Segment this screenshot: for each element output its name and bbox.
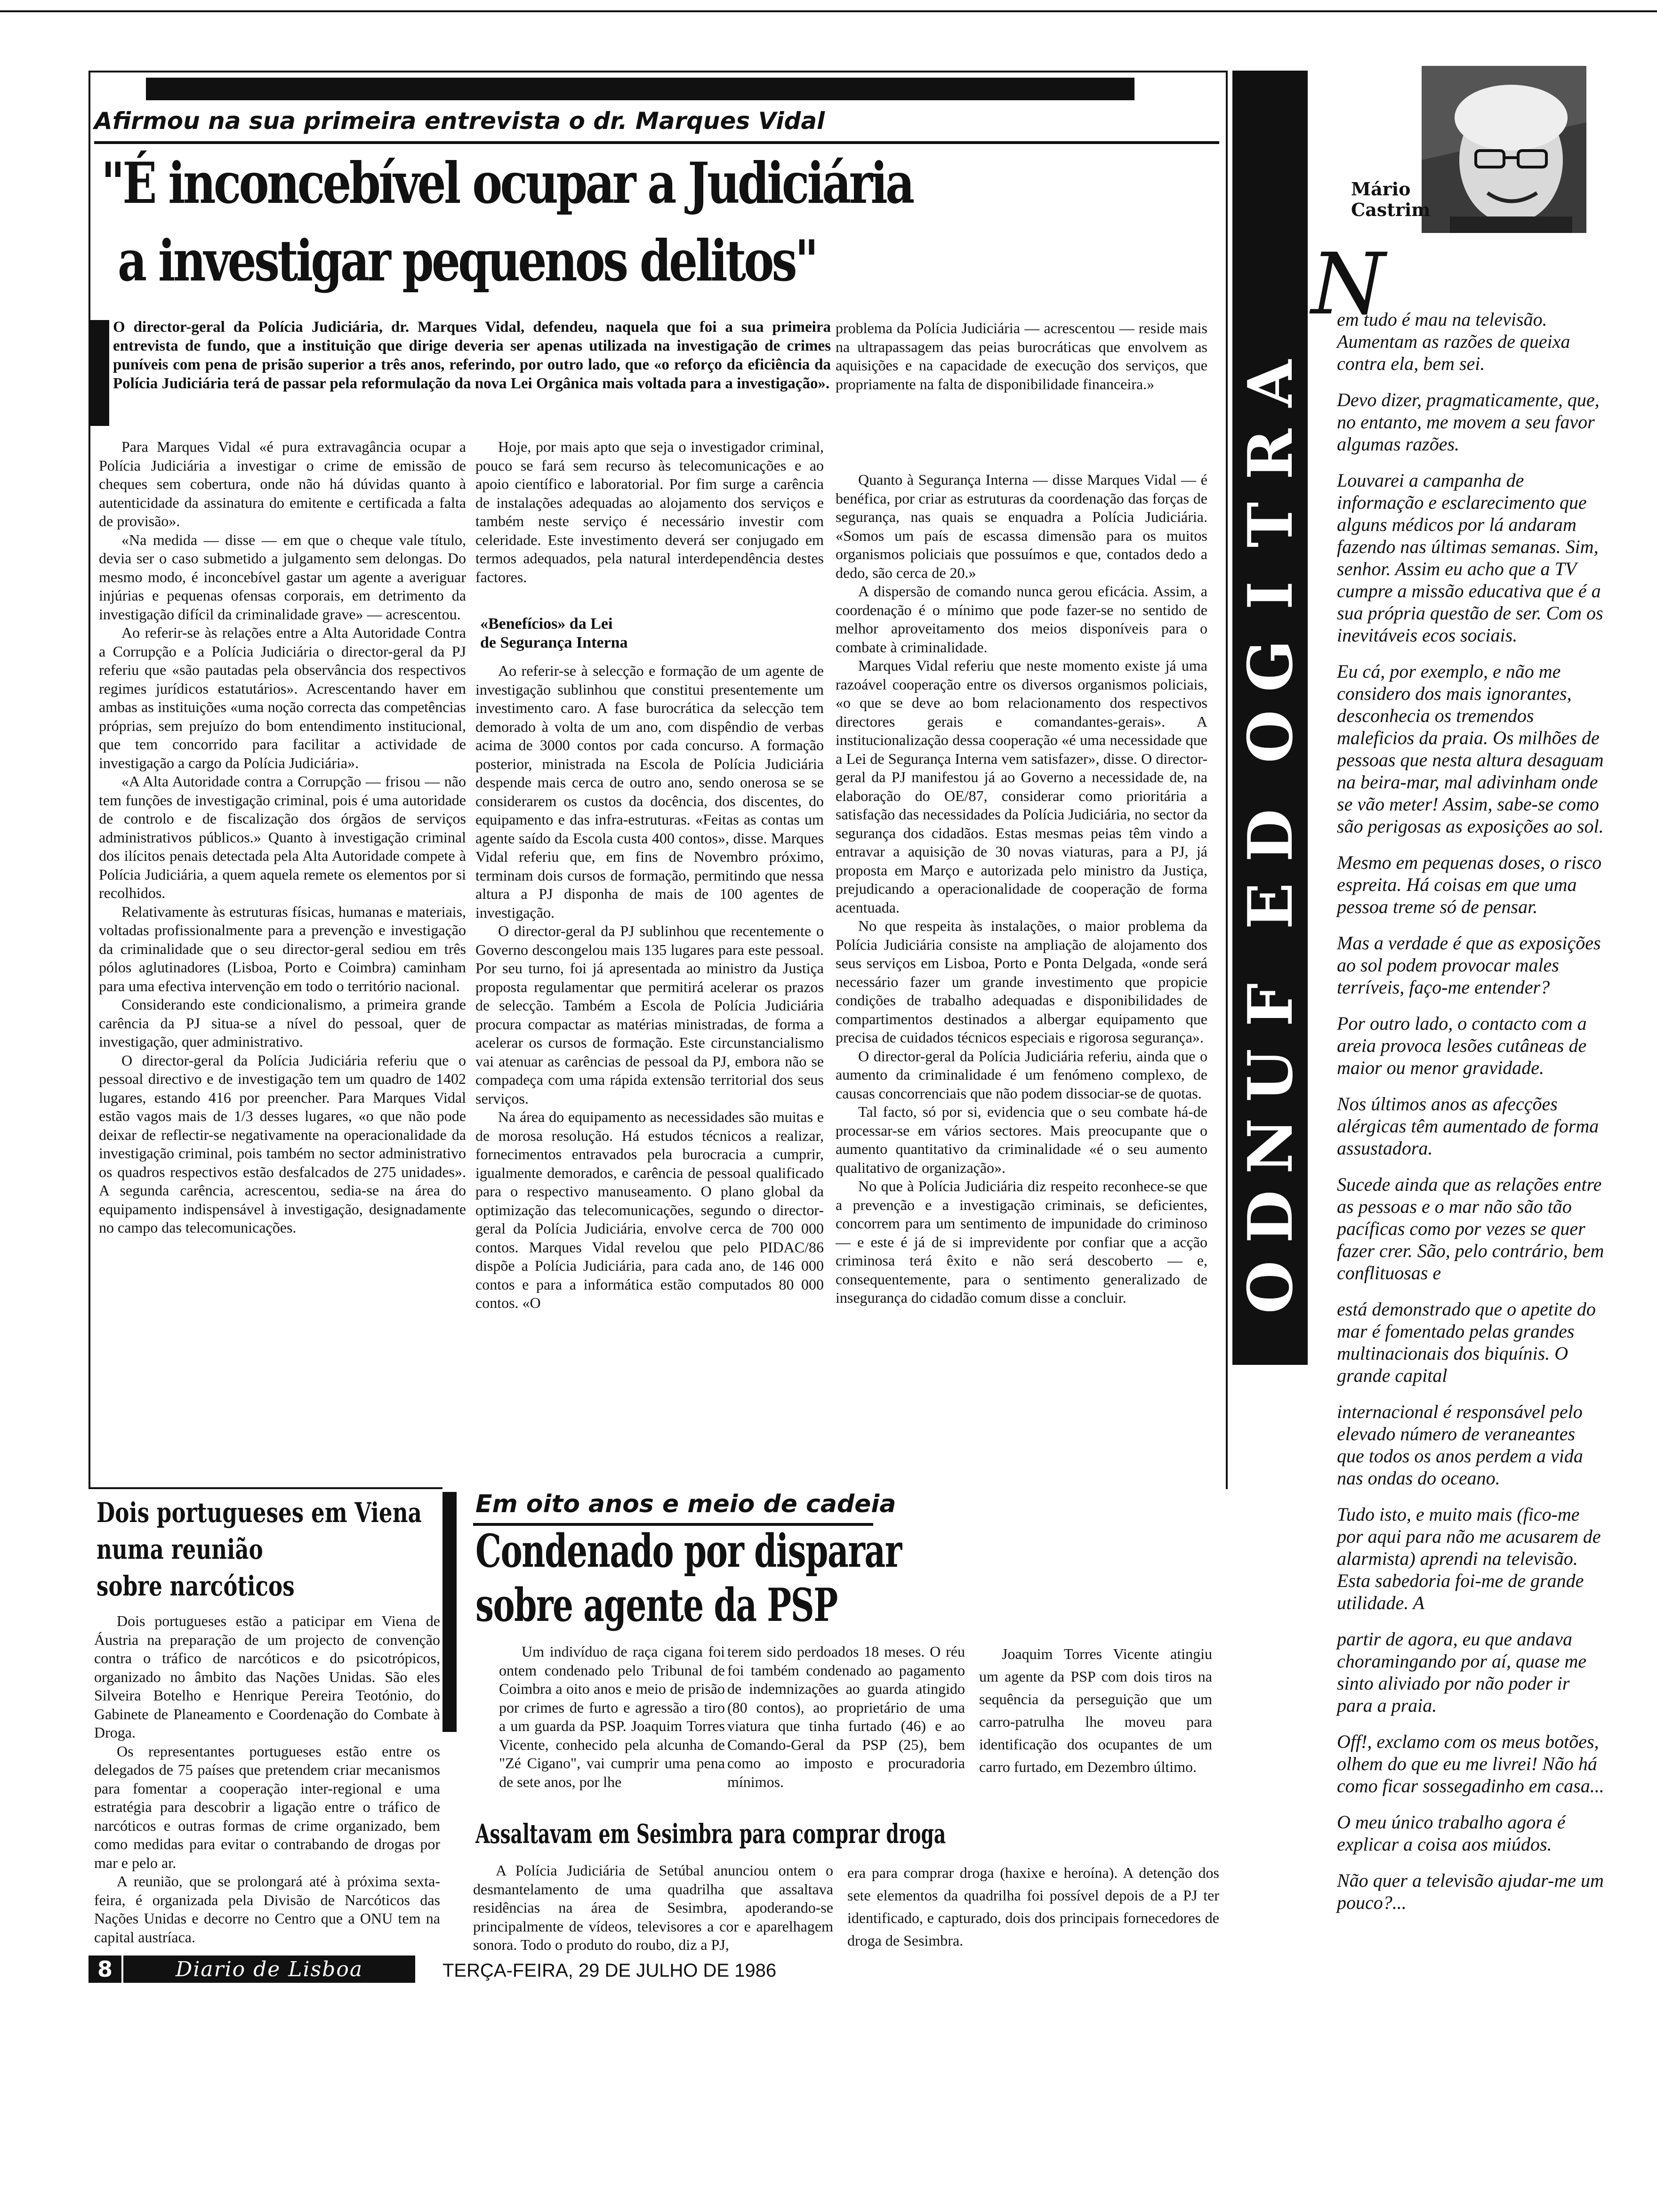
footer-date: TERÇA-FEIRA, 29 DE JULHO DE 1986 [442, 1960, 777, 1981]
viena-paragraph: A reunião, que se prolongará até à próxima sexta-feira, é organizada pela Divisão de Narcóticos das Nações Unidas e decorre no Centro que a ONU tem na capital austríaca. [94, 1873, 440, 1946]
author-first-name: Mário [1351, 178, 1411, 200]
opinion-paragraph: em tudo é mau na televisão. Aumentam as razões de queixa contra ela, bem sei. [1337, 309, 1570, 374]
section-letter: R [1234, 428, 1306, 480]
condenado-col1 [499, 1643, 725, 1791]
author-photo [1422, 66, 1586, 233]
main-paragraph: Na área do equipamento as necessidades são muitas e de morosa resolução. Há estudos técnicos a realizar, fornecimentos entravados pela burocracia a cumprir, igualmente demorados, e carência de pessoal qualificado para o respectivo manuseamento. O plano global da optimização das telecomunicações, segundo o director-geral da Polícia Judiciária, envolve cerca de 700 000 contos. Marques Vidal revelou que pelo PIDAC/86 dispõe a Polícia Judiciária, para cada ano, de 146 000 contos e para a informática estão computados 80 000 contos. «O [475, 1108, 824, 1311]
viena-headline-line3: sobre narcóticos [97, 1570, 295, 1602]
sesimbra-col1-text: A Polícia Judiciária de Setúbal anunciou ontem o desmantelamento de uma quadrilha que assaltava residências na área de Sesimbra, apoderando-se principalmente de vídeos, televisores a cor e aparelhagem sonora. Todo o produto do roubo, diz a PJ, [473, 1862, 833, 1953]
condenado-col2-text: terem sido perdoados 18 meses. O réu foi também condenado ao pagamento de indemnizações ao guarda atingido (80 contos), ao proprietário de uma viatura que tinha furtado (46) e ao Comando-Geral da PSP (25), bem como ao imposto e procuradoria mínimos. [727, 1643, 965, 1790]
main-paragraph: «A Alta Autoridade contra a Corrupção — frisou — não tem funções de investigação criminal, pois é uma autoridade de controlo e de fiscalização dos órgãos de serviços administrativos públicos.» Quanto à investigação criminal dos ilícitos penais detectada pela Alta Autoridade compete à Polícia Judiciária, a quem aquela remete os elementos por si recolhidos. [99, 773, 466, 901]
opinion-paragraph: Por outro lado, o contacto com a areia provoca lesões cutâneas de maior ou menor gravidade. [1337, 1013, 1587, 1078]
main-paragraph: Tal facto, só por si, evidencia que o seu combate há-de processar-se em vários sectores. Mais preocupante que o aumento quantitativo da criminalidade «é o seu aumento qualitativo de organização». [836, 1103, 1207, 1176]
main-paragraph: Considerando este condicionalismo, a primeira grande carência da PJ situa-se a nível do pessoal, quer de investigação, quer administrativo. [99, 996, 466, 1050]
section-letter: I [1234, 581, 1306, 610]
sesimbra-headline: Assaltavam em Sesimbra para comprar droga [475, 1819, 946, 1850]
opinion-paragraph: Não quer a televisão ajudar-me um pouco?... [1337, 1870, 1604, 1913]
opinion-paragraph: O meu único trabalho agora é explicar a coisa aos miúdos. [1337, 1811, 1566, 1855]
section-letter: E [1234, 882, 1306, 930]
opinion-paragraph: Mesmo em pequenas doses, o risco espreita. Há coisas em que uma pessoa treme só de pensar. [1337, 852, 1602, 917]
lead-right-column [836, 319, 1207, 393]
main-lead: O director-geral da Polícia Judiciária, dr. Marques Vidal, defendeu, naquela que foi a sua primeira entrevista de fundo, que a instituição que dirige deveria ser apenas utilizada na investigação de crimes puníveis com pena de prisão superior a três anos, referindo, por outro lado, que «o reforço da eficiência da Polícia Judiciária terá de passar pela reformulação da nova Lei Orgânica mais voltada para a investigação». [113, 319, 831, 392]
condenado-headline-line2: sobre agente da PSP [475, 1579, 837, 1632]
condenado-kicker: Em oito anos e meio de cadeia [475, 1490, 896, 1518]
drop-cap: N [1311, 235, 1385, 334]
opinion-column-body [1337, 308, 1605, 1928]
footer-page-box [88, 1956, 121, 1983]
main-column-2 [475, 438, 824, 1313]
main-paragraph: Quanto à Segurança Interna — disse Marques Vidal — é benéfica, por criar as estruturas da coordenação das forças de segurança, nas quais se enquadra a Polícia Judiciária. «Somos um país de escassa dimensão para os muitos organismos policiais que possuímos e que, contados dedo a dedo, são cerca de 20.» [836, 471, 1207, 581]
viena-headline-line1: Dois portugueses em Viena [97, 1497, 422, 1529]
main-paragraph: Ao referir-se às relações entre a Alta Autoridade Contra a Corrupção e a Polícia Judiciária o director-geral da PJ referiu que «são pautadas pela observância dos respectivos regimes jurídicos estatutários». Acrescentando haver em ambas as instituições «uma noção correcta das competências próprias, sem prejuízo do bom entendimento institucional, que tem concorrido para facilitar a actividade de investigação a cargo da Polícia Judiciária». [99, 624, 466, 771]
section-letter: T [1234, 502, 1306, 548]
main-paragraph: «Na medida — disse — em que o cheque vale título, devia ser o caso submetido a julgamento sem delongas. Do mesmo modo, é inconcebível gastar um agente a averiguar injúrias e pequenas ofensas corporais, em detrimento da investigação difícil da criminalidade grave» — acrescentou. [99, 531, 466, 623]
opinion-paragraph: internacional é responsável pelo elevado número de veraneantes que todos os anos perdem a vida nas ondas do oceano. [1337, 1401, 1583, 1489]
section-letter: O [1234, 710, 1306, 763]
top-border-line [0, 10, 1657, 12]
main-column-3 [836, 471, 1207, 1307]
main-paragraph: Relativamente às estruturas físicas, humanas e materiais, voltadas profissionalmente para a prevenção e investigação da criminalidade que o seu director-geral sediou em três pólos aglutinadores (Lisboa, Porto e Coimbra) caminham para uma efectiva intervenção em todo o território nacional. [99, 903, 466, 994]
opinion-paragraph: Devo dizer, pragmaticamente, que, no entanto, me movem a seu favor algumas razões. [1337, 389, 1600, 455]
viena-top-rule [88, 1487, 442, 1489]
section-letter: O [1234, 1260, 1306, 1314]
section-label-letters [1234, 348, 1306, 1322]
condenado-col2 [727, 1643, 965, 1791]
section-letter: G [1234, 640, 1306, 692]
condenado-col3-text: Joaquim Torres Vicente atingiu um agente da PSP com dois tiros na sequência da perseguição que um carro-patrulha lhe moveu para identificação dos ocupantes de um carro furtado, em Dezembro último. [979, 1645, 1212, 1775]
main-paragraph: A dispersão de comando nunca gerou eficácia. Assim, a coordenação é o mínimo que pode fazer-se no sentido de melhor aproveitamento dos meios disponíveis para o combate à criminalidade. [836, 583, 1207, 656]
main-headline-line1: "É inconcebível ocupar a Judiciária [101, 150, 913, 216]
main-paragraph: O director-geral da Polícia Judiciária referiu, ainda que o aumento da criminalidade é um fenómeno complexo, de causas concorrenciais que não podem dissociar-se de quotas. [836, 1047, 1207, 1102]
opinion-paragraph: Mas a verdade é que as exposições ao sol podem provocar males terríveis, faço-me entender? [1337, 932, 1601, 998]
main-kicker: Afirmou na sua primeira entrevista o dr. Marques Vidal [94, 107, 825, 135]
section-letter: F [1234, 983, 1306, 1027]
main-paragraph: Hoje, por mais apto que seja o investigador criminal, pouco se fará sem recurso às telecomunicações e ao apoio científico e laboratorial. Por fim surge a carência de instalações adequadas ao alojamento dos serviços e também neste serviço é necessário investir com celeridade. Este investimento deverá ser conjugado em termos adequados, pela natural interdependência destes factores. [475, 438, 824, 585]
section-letter: A [1234, 360, 1306, 408]
condenado-col1-text: Um indivíduo de raça cigana foi ontem condenado pelo Tribunal de Coimbra a oito anos e meio de prisão por crimes de furto e agressão a tiro a um guarda da PSP. Joaquim Torres Vicente, conhecido pela alcunha de "Zé Cigano", vai cumprir uma pena de sete anos, por lhe [499, 1643, 725, 1790]
main-paragraph: No que respeita às instalações, o maior problema da Polícia Judiciária consiste na ampliação de alojamento dos seus serviços em Lisboa, Porto e Ponta Delgada, «onde será necessário fazer um grande investimento que propicie condições de trabalho adequadas e disponibilidades de compartimentos destinados a albergar equipamento que precisa de cuidados técnicos especiais e rigorosa segurança». [836, 917, 1207, 1046]
main-paragraph: Ao referir-se à selecção e formação de um agente de investigação sublinhou que constitui presentemente um investimento caro. A fase burocrática da selecção tem demorado à volta de um ano, com dispêndio de verbas acima de 3000 contos por cada concurso. A formação posterior, ministrada na Escola de Polícia Judiciária despende mais cerca de outro ano, sendo onerosa se se considerarem os custos da docência, dos discentes, do equipamento e das infra-estruturas. «Feitas as contas um agente saído da Escola custa 400 contos», disse. Marques Vidal referiu que, em fins de Novembro próximo, terminam dois cursos de formação, permitindo que nessa altura a PJ disponha de mais de 100 agentes de investigação. [475, 662, 824, 921]
footer-masthead: Diario de Lisboa [175, 1957, 363, 1981]
sesimbra-col2-text: era para comprar droga (haxixe e heroína). A detenção dos sete elementos da quadrilha foi possível depois de a PJ ter identificado, e capturado, dois dos principais fornecedores de droga de Sesimbra. [847, 1864, 1219, 1949]
opinion-paragraph: Off!, exclamo com os meus botões, olhem do que eu me livrei! Não há como ficar sossegadinho em casa... [1337, 1731, 1604, 1796]
viena-paragraph: Os representantes portugueses estão entre os delegados de 75 países que pretendem criar mecanismos para fomentar a cooperação inter-regional e uma estratégia para descobrir a ligação entre o tráfico de narcóticos e outras formas de crime organizado, bem como medidas para evitar o contrabando de drogas por mar e pelo ar. [94, 1742, 440, 1871]
kicker-underline [94, 141, 1219, 144]
section-letter: D [1234, 809, 1306, 862]
main-paragraph: Para Marques Vidal «é pura extravagância ocupar a Polícia Judiciária a investigar o crime de emissão de cheques sem cobertura, onde não há dúvidas quanto à autenticidade da assinatura do emitente e certificada a falta de provisão». [99, 438, 466, 529]
opinion-paragraph: Eu cá, por exemplo, e não me considero dos mais ignorantes, desconhecia os tremendos maleficios da praia. Os milhões de pessoas que nesta altura desaguam na beira-mar, mal adivinham onde se vão meter! Assim, sabe-se como são perigosas as exposições ao sol. [1337, 661, 1604, 837]
viena-body [94, 1612, 440, 1947]
section-letter: D [1234, 1190, 1306, 1243]
author-last-name: Castrim [1351, 199, 1431, 220]
footer-page-number: 8 [97, 1956, 113, 1982]
main-paragraph: No que à Polícia Judiciária diz respeito reconhece-se que a prevenção e a investigação criminais, se deficientes, concorrem para um sentimento de impunidade do criminoso — e este é já de si imprevidente por confiar que a acção criminosa terá êxito e não será descoberto — e, consequentemente, para o sentimento generalizado de insegurança do cidadão comum disse a concluir. [836, 1178, 1207, 1306]
condenado-headline-line1: Condenado por disparar [475, 1524, 901, 1578]
condenado-col3 [979, 1643, 1212, 1778]
sesimbra-col1 [473, 1861, 833, 1955]
opinion-paragraph: Sucede ainda que as relações entre as pessoas e o mar não são tão pacíficas como por vezes se quer fazer crer. São, pelo contrário, bem conflituosas e [1337, 1174, 1604, 1283]
footer-masthead-box [123, 1956, 415, 1983]
vertical-separator-bar [442, 1492, 457, 1732]
main-paragraph: O director-geral da Polícia Judiciária referiu que o pessoal directivo e de investigação tem um quadro de 1402 lugares, estando 416 por preencher. Para Marques Vidal estão vagos mais de 1/3 desses lugares, «o que não pode deixar de reflectir-se negativamente na operacionalidade da investigação criminal, pois também no sector administrativo os quadros respectivos estão desfalcados de 275 unidades». A segunda carência, acrescentou, sedia-se na área do equipamento indispensável à investigação, designadamente no campo das telecomunicações. [99, 1051, 466, 1236]
author-name [1351, 179, 1430, 220]
opinion-paragraph: Tudo isto, e muito mais (fico-me por aqui para não me acusarem de alarmista) aprendi na televisão. Esta sabedoria foi-me de grande utilidade. A [1337, 1504, 1601, 1613]
section-letter: N [1234, 1118, 1306, 1174]
opinion-paragraph: Louvarei a campanha de informação e esclarecimento que alguns médicos por lá andaram fazendo nas últimas semanas. Sim, senhor. Assim eu acho que a TV cumpre a missão educativa que é a sua própria questão de ser. Com os inevitáveis ecos sociais. [1337, 470, 1603, 646]
author-portrait-image [1422, 66, 1586, 233]
opinion-paragraph: partir de agora, eu que andava choramingando por aí, quase me sinto aliviado por não poder ir para a praia. [1337, 1628, 1586, 1716]
opinion-paragraph: está demonstrado que o apetite do mar é fomentado pelas grandes multinacionais dos biquínis. O grande capital [1337, 1298, 1596, 1386]
viena-headline-line2: numa reunião [97, 1533, 263, 1565]
section-letter: U [1234, 1049, 1306, 1102]
artigo-de-fundo-stripe [1232, 71, 1308, 1365]
main-headline-line2: a investigar pequenos delitos" [118, 228, 817, 294]
main-paragraph: Marques Vidal referiu que neste momento existe já uma razoável cooperação entre os diversos organismos policiais, «o que se deve ao bom relacionamento dos respectivos directores gerais e comandantes-gerais». A institucionalização dessa cooperação «é uma necessidade que a Lei de Segurança Interna vem satisfazer», disse. O director-geral da PJ manifestou já ao Governo a necessidade de, na elaboração do OE/87, considerar como prioritária a satisfação das necessidades da Polícia Judiciária, no sector da segurança dos cidadãos. Estas mesmas peias têm vindo a entravar a aquisição de 30 novas viaturas, para a PJ, já proposta em Março e autorizada pelo ministro da Justiça, prejudicando a operacionalidade de cooperação de forma acentuada. [836, 657, 1207, 916]
subhead-line2: de Segurança Interna [480, 634, 628, 651]
main-column-1 [99, 438, 466, 1237]
main-paragraph: O director-geral da PJ sublinhou que recentemente o Governo descongelou mais 135 lugares para este pessoal. Por seu turno, foi já apresentada ao ministro da Justiça proposta regulamentar que permitirá acelerar os prazos de selecção. Também a Escola de Polícia Judiciária procura compactar as matérias ministradas, de forma a acelerar os cursos de formação. Este circunstancialismo vai atenuar as carências de pessoal da PJ, embora não se compadeça com uma rápida extensão territorial dos seus serviços. [475, 922, 824, 1107]
opinion-paragraph: Nos últimos anos as afecções alérgicas têm aumentado de forma assustadora. [1337, 1093, 1599, 1159]
subhead-line1: «Benefícios» da Lei [480, 615, 613, 633]
lead-bar [90, 320, 109, 426]
viena-paragraph: Dois portugueses estão a paticipar em Viena de Áustria na preparação de um projecto de convenção contra o tráfico de narcóticos e do psicotrópicos, organizado no âmbito das Nações Unidas. São eles Silveira Botelho e Henrique Pereira Teotónio, do Gabinete de Planeamento e Coordenação do Combate à Droga. [94, 1612, 440, 1741]
lead-right-paragraph: problema da Polícia Judiciária — acrescentou — reside mais na ultrapassagem das peias burocráticas que envolvem as aquisições e na capacidade de execução dos serviços, que propriamente na falta de disponibilidade financeira.» [836, 320, 1207, 393]
sesimbra-col2 [847, 1861, 1219, 1952]
